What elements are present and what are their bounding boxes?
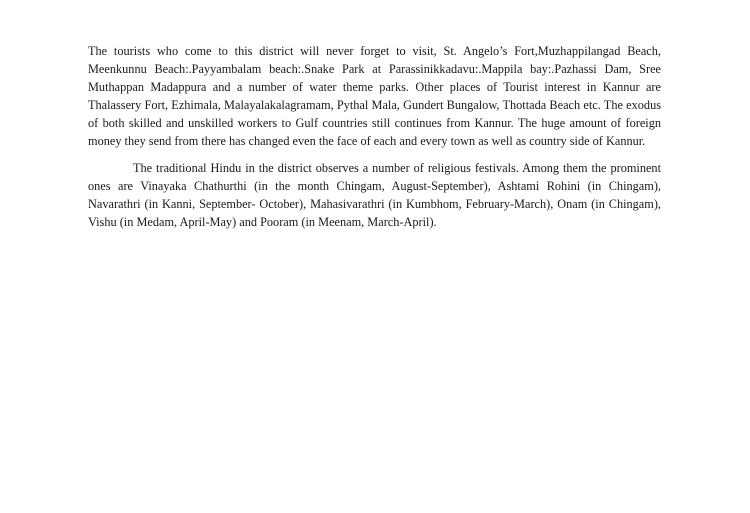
paragraph-tourism: The tourists who come to this district will never forget to visit, St. Angelo’s Fort,Muzhappilangad Beach, Meenkunnu Beach:.Payyambalam beach:.Snake Park at Parassinikkadavu:.Mappila bay:.Pazhassi Dam, Sree Muthappan Madappura and a number of water theme parks. Other places of Tourist interest in Kannur are Thalassery Fort, Ezhimala, Malayalakalagramam, Pythal Mala, Gundert Bungalow, Thottada Beach etc. The exodus of both skilled and unskilled workers to Gulf countries still continues from Kannur. The huge amount of foreign money they send from there has changed even the face of each and every town as well as country side of Kannur.: [88, 44, 661, 149]
paragraph-festivals: The traditional Hindu in the district observes a number of religious festivals. Among them the prominent ones are Vinayaka Chathurthi (in the month Chingam, August-September), Ashtami Rohini (in Chingam), Navarathri (in Kanni, September- October), Mahasivarathri (in Kumbhom, February-March), Onam (in Chingam), Vishu (in Medam, April-May) and Pooram (in Meenam, March-April).: [88, 160, 661, 229]
document-body: [88, 42, 661, 231]
